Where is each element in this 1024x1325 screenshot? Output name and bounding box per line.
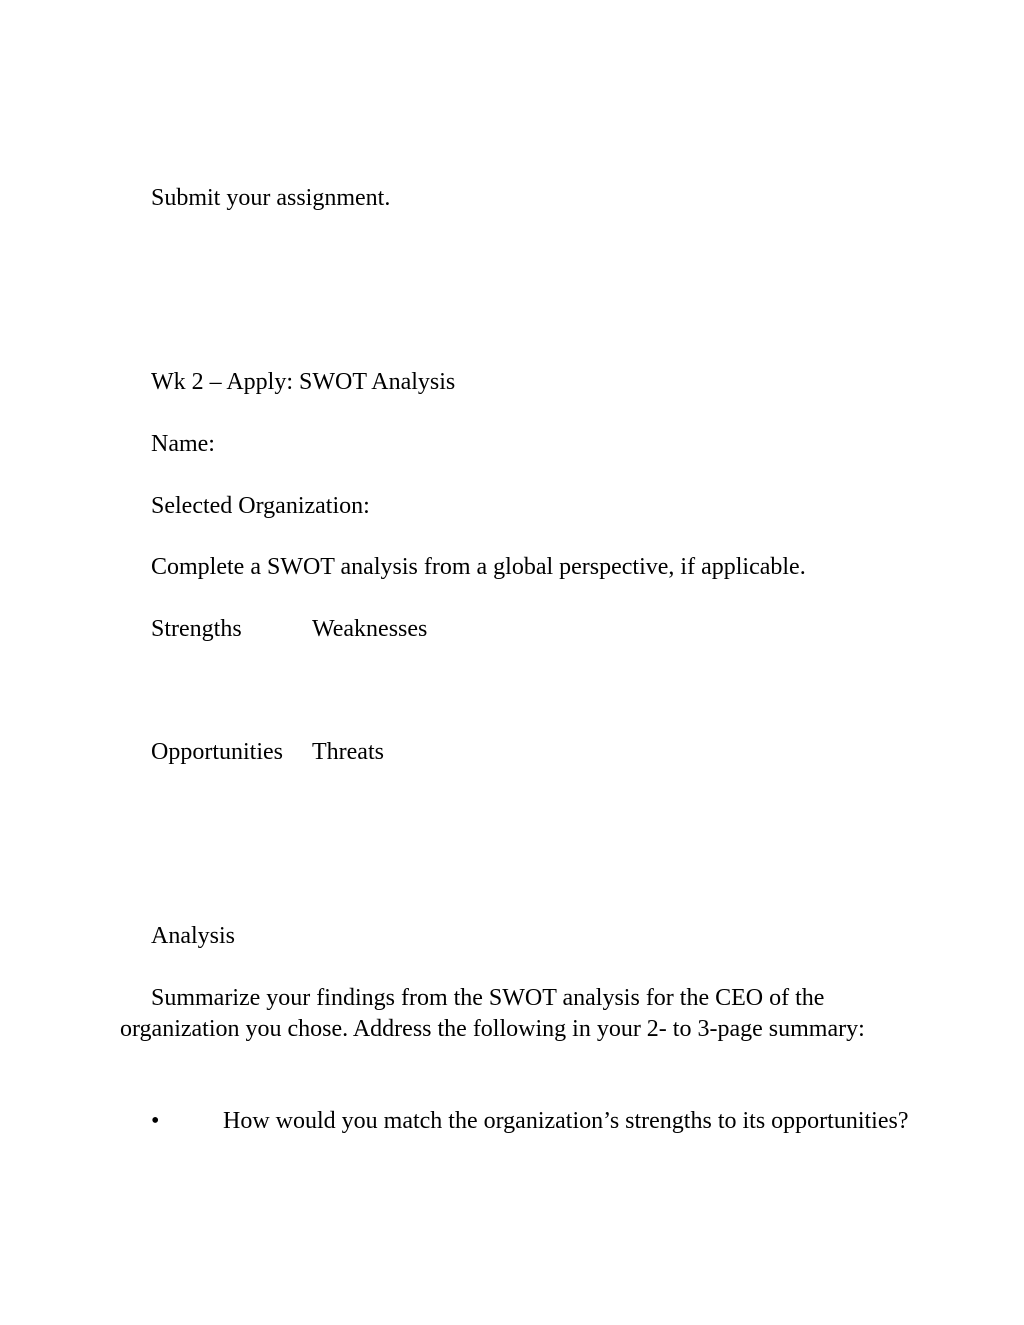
swot-strengths-label: Strengths bbox=[151, 616, 242, 642]
swot-threats-label: Threats bbox=[312, 739, 384, 765]
organization-label: Selected Organization: bbox=[151, 493, 370, 519]
bullet-marker: • bbox=[151, 1108, 160, 1134]
list-item bbox=[120, 1106, 920, 1137]
analysis-heading: Analysis bbox=[151, 923, 235, 949]
swot-weaknesses-label: Weaknesses bbox=[312, 616, 428, 642]
bullet-text: How would you match the organization’s strengths to its opportunities? bbox=[223, 1108, 909, 1134]
analysis-paragraph: Summarize your findings from the SWOT analysis for the CEO of the organization you chose. Address the following in your 2- to 3-page summary: bbox=[120, 985, 865, 1042]
instruction-text: Complete a SWOT analysis from a global perspective, if applicable. bbox=[151, 554, 806, 580]
swot-opportunities-label: Opportunities bbox=[151, 739, 283, 765]
submit-text: Submit your assignment. bbox=[151, 185, 391, 211]
name-label: Name: bbox=[151, 431, 215, 457]
page-title: Wk 2 – Apply: SWOT Analysis bbox=[151, 369, 456, 395]
